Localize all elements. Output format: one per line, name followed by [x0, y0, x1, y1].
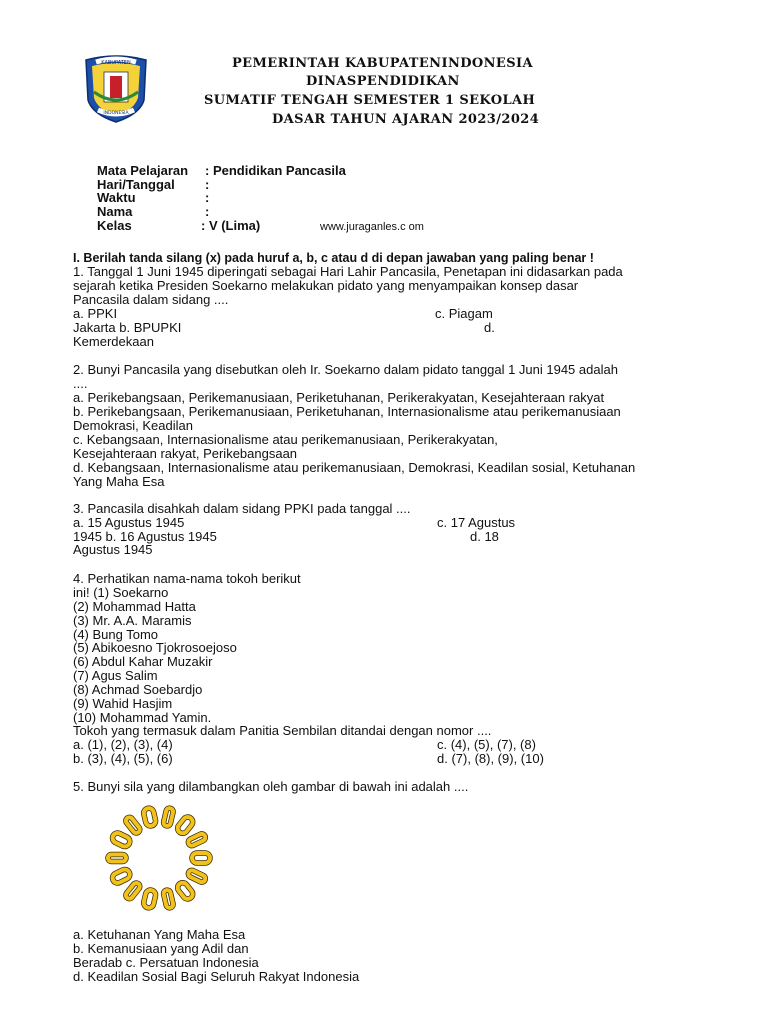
info-label-class: Kelas — [97, 218, 132, 233]
q4-option-d: d. (7), (8), (9), (10) — [437, 751, 544, 766]
q1-option-a: a. PPKI — [73, 306, 118, 321]
q2-option-d: d. Kebangsaan, Internasionalisme atau perikemanusiaan, Demokrasi, Keadilan sosial, Ketuhanan — [73, 460, 636, 475]
q1-option-c: c. Piagam — [435, 306, 493, 321]
chain-link — [111, 868, 132, 885]
q3-option-d: d. 18 — [470, 529, 499, 544]
q1-line-2: sejarah ketika Presiden Soekarno melakukan pidato yang menyampaikan konsep dasar — [73, 278, 579, 293]
q2-option-a: a. Perikebangsaan, Perikemanusiaan, Periketuhanan, Perikerakyatan, Kesejahteraan rakyat — [73, 390, 605, 405]
info-value-time: : — [205, 190, 210, 205]
header-line-4: DASAR TAHUN AJARAN 2023/2024 — [272, 112, 540, 127]
chain-link — [176, 815, 195, 835]
q5-option-b: b. Kemanusiaan yang Adil dan — [73, 941, 249, 956]
website-text: www.juraganles.c om — [320, 221, 424, 233]
q4-line-4: (3) Mr. A.A. Maramis — [73, 613, 192, 628]
chain-link — [187, 833, 206, 847]
q2-option-c-cont: Kesejahteraan rakyat, Perikebangsaan — [73, 446, 298, 461]
q1-option-e: Kemerdekaan — [73, 334, 154, 349]
q2-option-b: b. Perikebangsaan, Perikemanusiaan, Periketuhanan, Internasionalisme atau perikemanusiaan — [73, 404, 621, 419]
q4-line-8: (7) Agus Salim — [73, 668, 158, 683]
instruction: I. Berilah tanda silang (x) pada huruf a, b, c atau d di depan jawaban yang paling benar ! — [73, 251, 594, 265]
q4-line-3: (2) Mohammad Hatta — [73, 599, 196, 614]
chain-link — [187, 869, 206, 883]
kabupaten-logo — [80, 52, 152, 124]
chain-link — [143, 807, 157, 827]
info-label-date: Hari/Tanggal — [97, 177, 175, 192]
q3-option-b: 1945 b. 16 Agustus 1945 — [73, 529, 217, 544]
q3-option-a: a. 15 Agustus 1945 — [73, 515, 185, 530]
info-label-name: Nama — [97, 204, 133, 219]
info-value-subject: : Pendidikan Pancasila — [205, 163, 346, 178]
q2-option-b-cont: Demokrasi, Keadilan — [73, 418, 193, 433]
chain-link — [111, 831, 132, 848]
q4-line-11: (10) Mohammad Yamin. — [73, 710, 212, 725]
q2-option-d-cont: Yang Maha Esa — [73, 474, 165, 489]
q4-option-b: b. (3), (4), (5), (6) — [73, 751, 173, 766]
q4-line-10: (9) Wahid Hasjim — [73, 696, 173, 711]
q4-line-6: (5) Abikoesno Tjokrosoejoso — [73, 640, 237, 655]
chain-icon — [103, 802, 215, 914]
chain-link — [163, 807, 174, 826]
chain-link — [143, 889, 157, 909]
logo-text-top: KABUPATEN — [101, 60, 131, 66]
q4-line-7: (6) Abdul Kahar Muzakir — [73, 654, 213, 669]
header-line-3: SUMATIF TENGAH SEMESTER 1 SEKOLAH — [204, 93, 536, 108]
q3-line-1: 3. Pancasila disahkah dalam sidang PPKI pada tanggal .... — [73, 501, 411, 516]
q1-option-b: Jakarta b. BPUPKI — [73, 320, 182, 335]
info-value-date: : — [205, 177, 210, 192]
q2-option-c: c. Kebangsaan, Internasionalisme atau perikemanusiaan, Perikerakyatan, — [73, 432, 498, 447]
q5-option-c: Beradab c. Persatuan Indonesia — [73, 955, 259, 970]
q3-option-e: Agustus 1945 — [73, 542, 153, 557]
q5-option-a: a. Ketuhanan Yang Maha Esa — [73, 927, 246, 942]
q5-option-d: d. Keadilan Sosial Bagi Seluruh Rakyat Indonesia — [73, 969, 360, 984]
q1-option-d: d. — [484, 320, 495, 335]
chain-link — [163, 889, 174, 908]
chain-link — [176, 881, 195, 901]
q4-option-c: c. (4), (5), (7), (8) — [437, 737, 536, 752]
q2-line-1: 2. Bunyi Pancasila yang disebutkan oleh Ir. Soekarno dalam pidato tanggal 1 Juni 1945 adalah — [73, 362, 618, 377]
info-label-subject: Mata Pelajaran — [97, 163, 189, 178]
logo-text-bottom: INDONESIA — [103, 111, 129, 116]
q3-option-c: c. 17 Agustus — [437, 515, 516, 530]
q4-option-a: a. (1), (2), (3), (4) — [73, 737, 173, 752]
info-value-class: : V (Lima) — [201, 218, 261, 233]
q4-line-2: ini! (1) Soekarno — [73, 585, 169, 600]
header-line-1: PEMERINTAH KABUPATENINDONESIA — [232, 56, 533, 71]
info-label-time: Waktu — [97, 190, 136, 205]
chain-link — [124, 882, 141, 900]
q4-line-5: (4) Bung Tomo — [73, 627, 159, 642]
q4-line-9: (8) Achmad Soebardjo — [73, 682, 203, 697]
header-line-2: DINASPENDIDIKAN — [306, 74, 460, 89]
q2-line-2: .... — [73, 376, 88, 391]
chain-link — [124, 816, 141, 834]
q4-line-1: 4. Perhatikan nama-nama tokoh berikut — [73, 571, 301, 586]
info-value-name: : — [205, 204, 210, 219]
q1-line-3: Pancasila dalam sidang .... — [73, 292, 229, 307]
q4-line-12: Tokoh yang termasuk dalam Panitia Sembilan ditandai dengan nomor .... — [73, 723, 492, 738]
q1-line-1: 1. Tanggal 1 Juni 1945 diperingati sebagai Hari Lahir Pancasila, Penetapan ini didasarkan pada — [73, 264, 623, 279]
q5-line-1: 5. Bunyi sila yang dilambangkan oleh gambar di bawah ini adalah .... — [73, 779, 469, 794]
